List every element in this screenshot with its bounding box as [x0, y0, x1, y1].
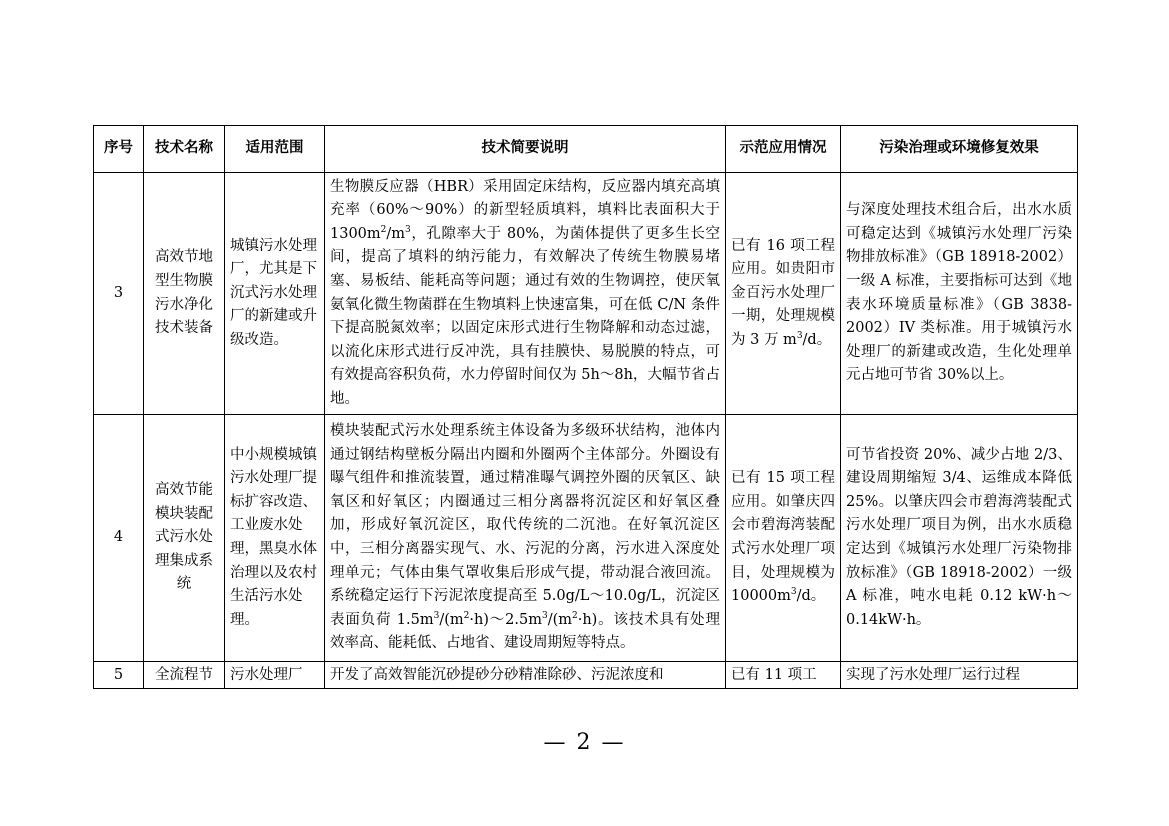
cell-description: 生物膜反应器（HBR）采用固定床结构，反应器内填充高填充率（60%～90%）的新型轻质填料，填料比表面积大于 $1300m^2/m^3$，孔隙率大于 80%，为菌体提供了更多生长空间，提高了填料的纳污能力，有效解决了传统生物膜易堵塞、易板结、能耗高等问题；通过有效的生物调控，使厌氧氨氧化微生物菌群在生物填料上快速富集，可在低 C/N 条件下提高脱氮效率；以固定床形式进行生物降解和动态过滤，以流化床形式进行反冲洗，具有挂膜快、易脱膜的特点，可有效提高容积负荷，水力停留时间仅为 5h～8h，大幅节省占地。: [325, 173, 726, 415]
cell-serial-no: 3: [94, 173, 144, 415]
cell-scope: 中小规模城镇污水处理厂提标扩容改造、工业废水处理，黑臭水体治理以及农村生活污水处理。: [225, 415, 325, 662]
cell-serial-no: 4: [94, 415, 144, 662]
cell-description: 模块装配式污水处理系统主体设备为多级环状结构，池体内通过钢结构壁板分隔出内圈和外圈两个主体部分。外圈设有曝气组件和推流装置，通过精准曝气调控外圈的厌氧区、缺氧区和好氧区；内圈通过三相分离器将沉淀区和好氧区叠加，形成好氧沉淀区，取代传统的二沉池。在好氧沉淀区中，三相分离器实现气、水、污泥的分离，污水进入深度处理单元；气体由集气罩收集后形成气提，带动混合液回流。系统稳定运行下污泥浓度提高至 5.0g/L～10.0g/L，沉淀区表面负荷 $1.5m^3/(m^2\cdot h)\sim 2.5m^3/(m^2\cdot h)$。该技术具有处理效率高、能耗低、占地省、建设周期短等特点。: [325, 415, 726, 662]
cell-demo-application: 已有 16 项工程应用。如贵阳市金百污水处理厂一期，处理规模为 3 万 $m^3/d$。: [726, 173, 841, 415]
table-header-row: [94, 126, 1078, 173]
cell-serial-no: 5: [94, 662, 144, 689]
cell-effect: 与深度处理技术组合后，出水水质可稳定达到《城镇污水处理厂污染物排放标准》（GB 18918-2002）一级 A 标准，主要指标可达到《地表水环境质量标准》（GB 3838-2002）IV 类标准。用于城镇污水处理厂的新建或改造，生化处理单元占地可节省 30%以上。: [841, 173, 1078, 415]
cell-effect: 实现了污水处理厂运行过程: [841, 662, 1078, 689]
technology-table: [93, 125, 1078, 689]
cell-scope: 污水处理厂: [225, 662, 325, 689]
page-number: — 2 —: [543, 730, 626, 755]
cell-tech-name: 高效节地型生物膜污水净化技术装备: [144, 173, 225, 415]
header-scope: 适用范围: [225, 126, 325, 173]
table-row: [94, 415, 1078, 662]
header-description: 技术简要说明: [325, 126, 726, 173]
table-row: [94, 662, 1078, 689]
cell-tech-name: 高效节能模块装配式污水处理集成系统: [144, 415, 225, 662]
cell-effect: 可节省投资 20%、减少占地 2/3、建设周期缩短 3/4、运维成本降低 25%。以肇庆四会市碧海湾装配式污水处理厂项目为例，出水水质稳定达到《城镇污水处理厂污染物排放标准》（GB 18918-2002）一级 A 标准，吨水电耗 0.12 kW·h～0.14kW·h。: [841, 415, 1078, 662]
cell-description: 开发了高效智能沉砂提砂分砂精准除砂、污泥浓度和: [325, 662, 726, 689]
header-serial-no: 序号: [94, 126, 144, 173]
table-row: [94, 173, 1078, 415]
cell-tech-name: 全流程节: [144, 662, 225, 689]
header-effect: 污染治理或环境修复效果: [841, 126, 1078, 173]
cell-demo-application: 已有 11 项工: [726, 662, 841, 689]
cell-scope: 城镇污水处理厂，尤其是下沉式污水处理厂的新建或升级改造。: [225, 173, 325, 415]
cell-demo-application: 已有 15 项工程应用。如肇庆四会市碧海湾装配式污水处理厂项目，处理规模为 $10000m^3/d$。: [726, 415, 841, 662]
header-tech-name: 技术名称: [144, 126, 225, 173]
header-demo-application: 示范应用情况: [726, 126, 841, 173]
